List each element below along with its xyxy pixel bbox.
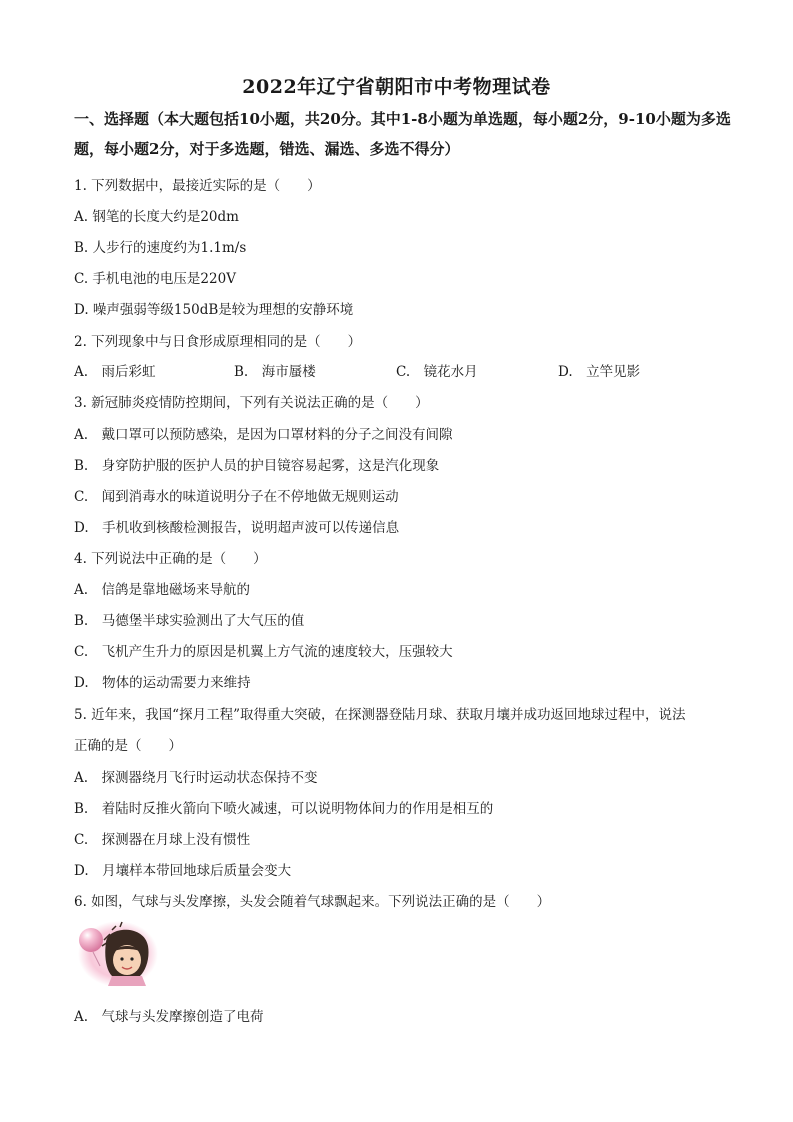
question-4-option-b: B. 马德堡半球实验测出了大气压的值 (74, 613, 305, 629)
question-3-stem: 3. 新冠肺炎疫情防控期间，下列有关说法正确的是（ ） (74, 395, 429, 411)
question-4-option-a: A. 信鸽是靠地磁场来导航的 (74, 582, 251, 598)
question-1-option-b: B. 人步行的速度约为1.1m/s (74, 240, 247, 256)
balloon-hair-illustration (74, 920, 158, 988)
question-3-option-b: B. 身穿防护服的医护人员的护目镜容易起雾，这是汽化现象 (74, 458, 440, 474)
page-title: 2022年辽宁省朝阳市中考物理试卷 (242, 76, 551, 98)
question-3-option-a: A. 戴口罩可以预防感染，是因为口罩材料的分子之间没有间隙 (74, 427, 453, 443)
question-4-option-c: C. 飞机产生升力的原因是机翼上方气流的速度较大，压强较大 (74, 644, 453, 660)
question-2-option-d: D. 立竿见影 (558, 364, 641, 380)
question-2-option-c: C. 镜花水月 (396, 364, 478, 380)
question-1-option-d: D. 噪声强弱等级150dB是较为理想的安静环境 (74, 302, 354, 318)
question-1-stem: 1. 下列数据中，最接近实际的是（ ） (74, 178, 321, 194)
question-2-stem: 2. 下列现象中与日食形成原理相同的是（ ） (74, 334, 362, 350)
question-5-option-a: A. 探测器绕月飞行时运动状态保持不变 (74, 770, 318, 786)
question-4-stem: 4. 下列说法中正确的是（ ） (74, 551, 267, 567)
question-1-option-a: A. 钢笔的长度大约是20dm (74, 209, 239, 225)
question-5-option-c: C. 探测器在月球上没有惯性 (74, 832, 251, 848)
question-6-option-a: A. 气球与头发摩擦创造了电荷 (74, 1009, 264, 1025)
section-heading: 一、选择题（本大题包括10小题，共20分。其中1-8小题为单选题，每小题2分，9-10小题为多选题，每小题2分，对于多选题，错选、漏选、多选不得分） (74, 110, 731, 158)
question-6-stem: 6. 如图，气球与头发摩擦，头发会随着气球飘起来。下列说法正确的是（ ） (74, 894, 551, 910)
question-2-option-a: A. 雨后彩虹 (74, 364, 156, 380)
question-3-option-d: D. 手机收到核酸检测报告，说明超声波可以传递信息 (74, 520, 400, 536)
question-3-option-c: C. 闻到消毒水的味道说明分子在不停地做无规则运动 (74, 489, 399, 505)
question-4-option-d: D. 物体的运动需要力来维持 (74, 675, 251, 691)
question-5-option-b: B. 着陆时反推火箭向下喷火减速，可以说明物体间力的作用是相互的 (74, 801, 494, 817)
question-1-option-c: C. 手机电池的电压是220V (74, 271, 236, 287)
question-5-stem-line-2: 正确的是（ ） (74, 738, 182, 754)
question-5-option-d: D. 月壤样本带回地球后质量会变大 (74, 863, 292, 879)
question-2-option-b: B. 海市蜃楼 (234, 364, 316, 380)
question-5-stem-line-1: 5. 近年来，我国“探月工程”取得重大突破，在探测器登陆月球、获取月壤并成功返回地球过程中，说法 (74, 707, 686, 723)
